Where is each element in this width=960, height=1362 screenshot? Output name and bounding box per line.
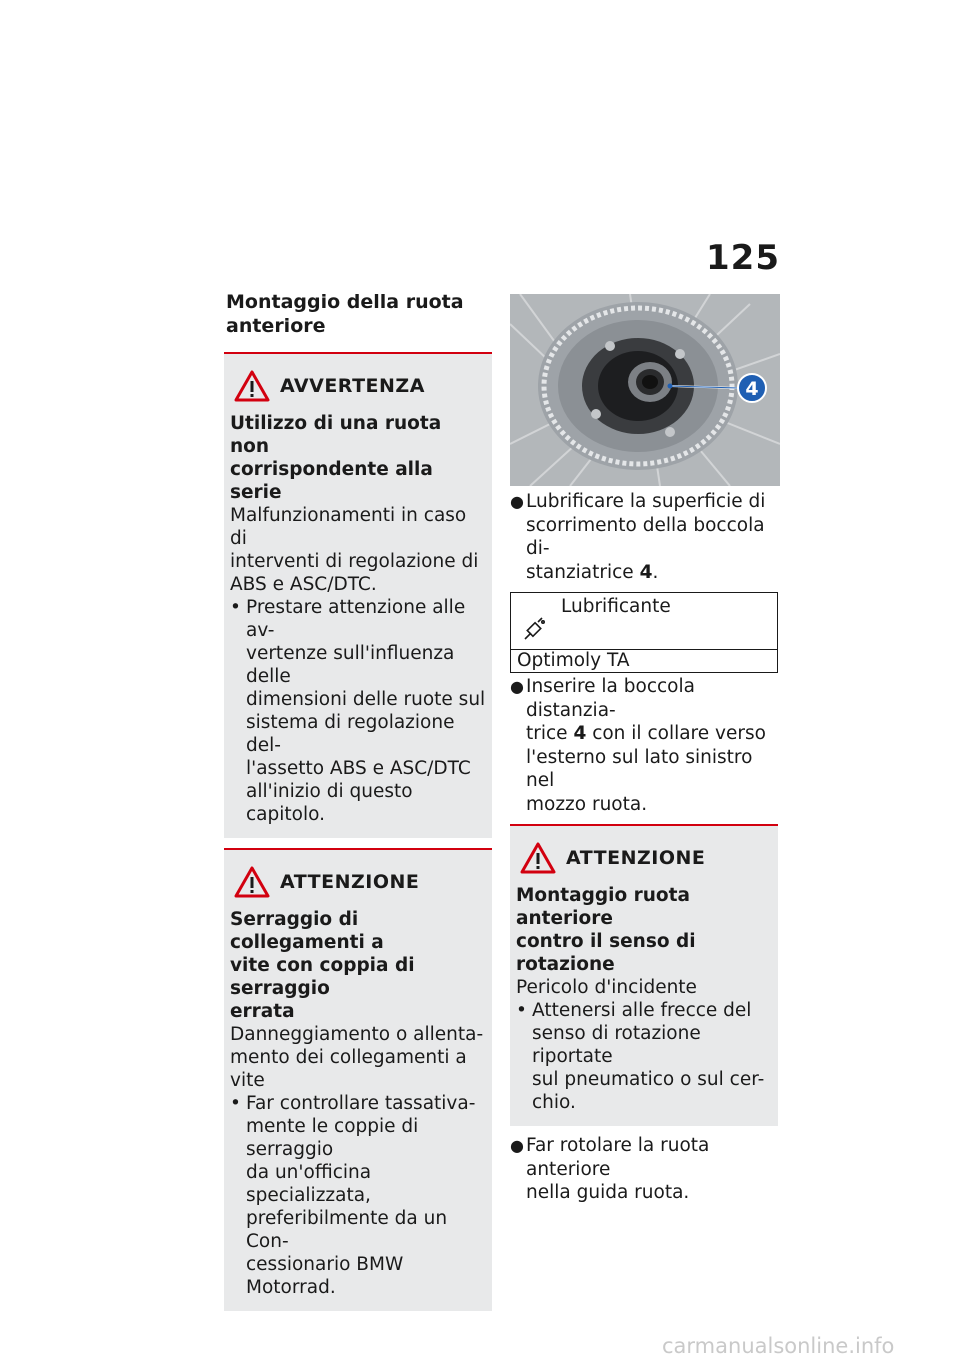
part-number: 4 xyxy=(639,561,653,583)
step-bullet: ● xyxy=(510,492,524,511)
caution-heading-line: vite con coppia di serraggio xyxy=(230,955,415,999)
bullet-mark: • xyxy=(516,1000,527,1021)
step-line: l'esterno sul lato sinistro nel xyxy=(526,746,753,791)
section-title-line: anteriore xyxy=(226,315,326,337)
warning-text-line: interventi di regolazione di xyxy=(230,551,479,572)
caution-heading-line: Montaggio ruota anteriore xyxy=(516,885,690,929)
step-line xyxy=(526,722,778,746)
step-line: Lubrificare la superficie di xyxy=(526,491,766,512)
bullet-mark: • xyxy=(230,1093,241,1114)
caution-heading xyxy=(516,884,772,976)
step-line xyxy=(526,561,778,585)
caution-label: ATTENZIONE xyxy=(280,871,420,893)
left-column xyxy=(224,290,492,1311)
step-insert-spacer xyxy=(510,675,778,816)
caution-text-line: Danneggiamento o allenta- xyxy=(230,1024,484,1045)
step-text: stanziatrice xyxy=(526,561,640,583)
step-text: . xyxy=(652,561,659,583)
step-text: trice xyxy=(526,723,574,744)
caution-bullet xyxy=(516,999,772,1114)
caution-box-left xyxy=(224,848,492,1311)
step-bullet: ● xyxy=(510,677,524,696)
footer-watermark-link[interactable]: carmanualsonline.info xyxy=(662,1334,895,1358)
warning-label: AVVERTENZA xyxy=(280,375,425,397)
warning-heading-line: Utilizzo di una ruota non xyxy=(230,413,442,457)
warning-bullet-line: Prestare attenzione alle av- xyxy=(246,597,466,641)
caution-bullet-line: da un'officina specializzata, xyxy=(246,1162,372,1206)
caution-text xyxy=(230,1023,486,1092)
caution-triangle-icon xyxy=(234,866,270,898)
lubricant-header xyxy=(511,593,777,650)
caution-bullet-line: Attenersi alle frecce del xyxy=(532,1000,752,1021)
warning-heading-line: corrispondente alla serie xyxy=(230,459,433,503)
caution-heading xyxy=(230,908,486,1023)
section-title-line: Montaggio della ruota xyxy=(226,291,464,313)
step-roll-wheel xyxy=(510,1134,778,1205)
wheel-hub-photo xyxy=(510,294,780,486)
caution-bullet-line: preferibilmente da un Con- xyxy=(246,1208,448,1252)
right-column xyxy=(510,294,778,1205)
caution-bullet-line: mente le coppie di serraggio xyxy=(246,1116,419,1160)
caution-bullet-line: chio. xyxy=(532,1092,576,1113)
caution-header xyxy=(520,840,772,876)
warning-text xyxy=(230,504,486,596)
lubricant-value: Optimoly TA xyxy=(517,650,630,671)
lubricant-icon xyxy=(521,617,547,643)
caution-bullet-line: senso di rotazione riportate xyxy=(532,1023,701,1067)
photo-callout-label: 4 xyxy=(745,378,759,400)
warning-text-line: ABS e ASC/DTC. xyxy=(230,574,377,595)
step-line: scorrimento della boccola di- xyxy=(526,514,765,559)
section-title xyxy=(226,290,492,338)
step-line: Far rotolare la ruota anteriore xyxy=(526,1135,710,1180)
warning-bullet-line: sistema di regolazione del- xyxy=(246,712,455,756)
warning-bullet-line: dimensioni delle ruote sul xyxy=(246,689,486,710)
caution-bullet-line: cessionario BMW Motorrad. xyxy=(246,1254,404,1298)
warning-heading xyxy=(230,412,486,504)
warning-bullet-line: all'inizio di questo capitolo. xyxy=(246,781,413,825)
caution-label: ATTENZIONE xyxy=(566,847,706,869)
lubricant-table xyxy=(510,592,778,673)
warning-text-line: Malfunzionamenti in caso di xyxy=(230,505,467,549)
warning-bullet xyxy=(230,596,486,826)
bullet-mark: • xyxy=(230,597,241,618)
warning-bullet-line: l'assetto ABS e ASC/DTC xyxy=(246,758,471,779)
warning-triangle-icon xyxy=(234,370,270,402)
caution-bullet-line: Far controllare tassativa- xyxy=(246,1093,476,1114)
caution-heading-line: contro il senso di rotazione xyxy=(516,931,696,975)
part-number: 4 xyxy=(573,723,587,744)
step-line: Inserire la boccola distanzia- xyxy=(526,676,695,721)
step-lubricate xyxy=(510,490,778,584)
warning-bullet-line: vertenze sull'influenza delle xyxy=(246,643,455,687)
lubricant-label: Lubrificante xyxy=(561,596,671,617)
caution-text-line: Pericolo d'incidente xyxy=(516,977,697,998)
step-text: con il collare verso xyxy=(586,723,766,744)
caution-triangle-icon xyxy=(520,842,556,874)
caution-heading-line: Serraggio di collegamenti a xyxy=(230,909,384,953)
caution-text xyxy=(516,976,772,999)
caution-bullet-line: sul pneumatico o sul cer- xyxy=(532,1069,765,1090)
warning-header xyxy=(234,368,486,404)
caution-text-line: mento dei collegamenti a vite xyxy=(230,1047,467,1091)
caution-heading-line: errata xyxy=(230,1001,295,1022)
caution-bullet xyxy=(230,1092,486,1299)
warning-box xyxy=(224,352,492,838)
step-line: mozzo ruota. xyxy=(526,793,648,815)
page-number: 125 xyxy=(706,238,780,278)
caution-box-right xyxy=(510,824,778,1126)
caution-header xyxy=(234,864,486,900)
step-bullet: ● xyxy=(510,1136,524,1155)
step-line: nella guida ruota. xyxy=(526,1182,690,1203)
